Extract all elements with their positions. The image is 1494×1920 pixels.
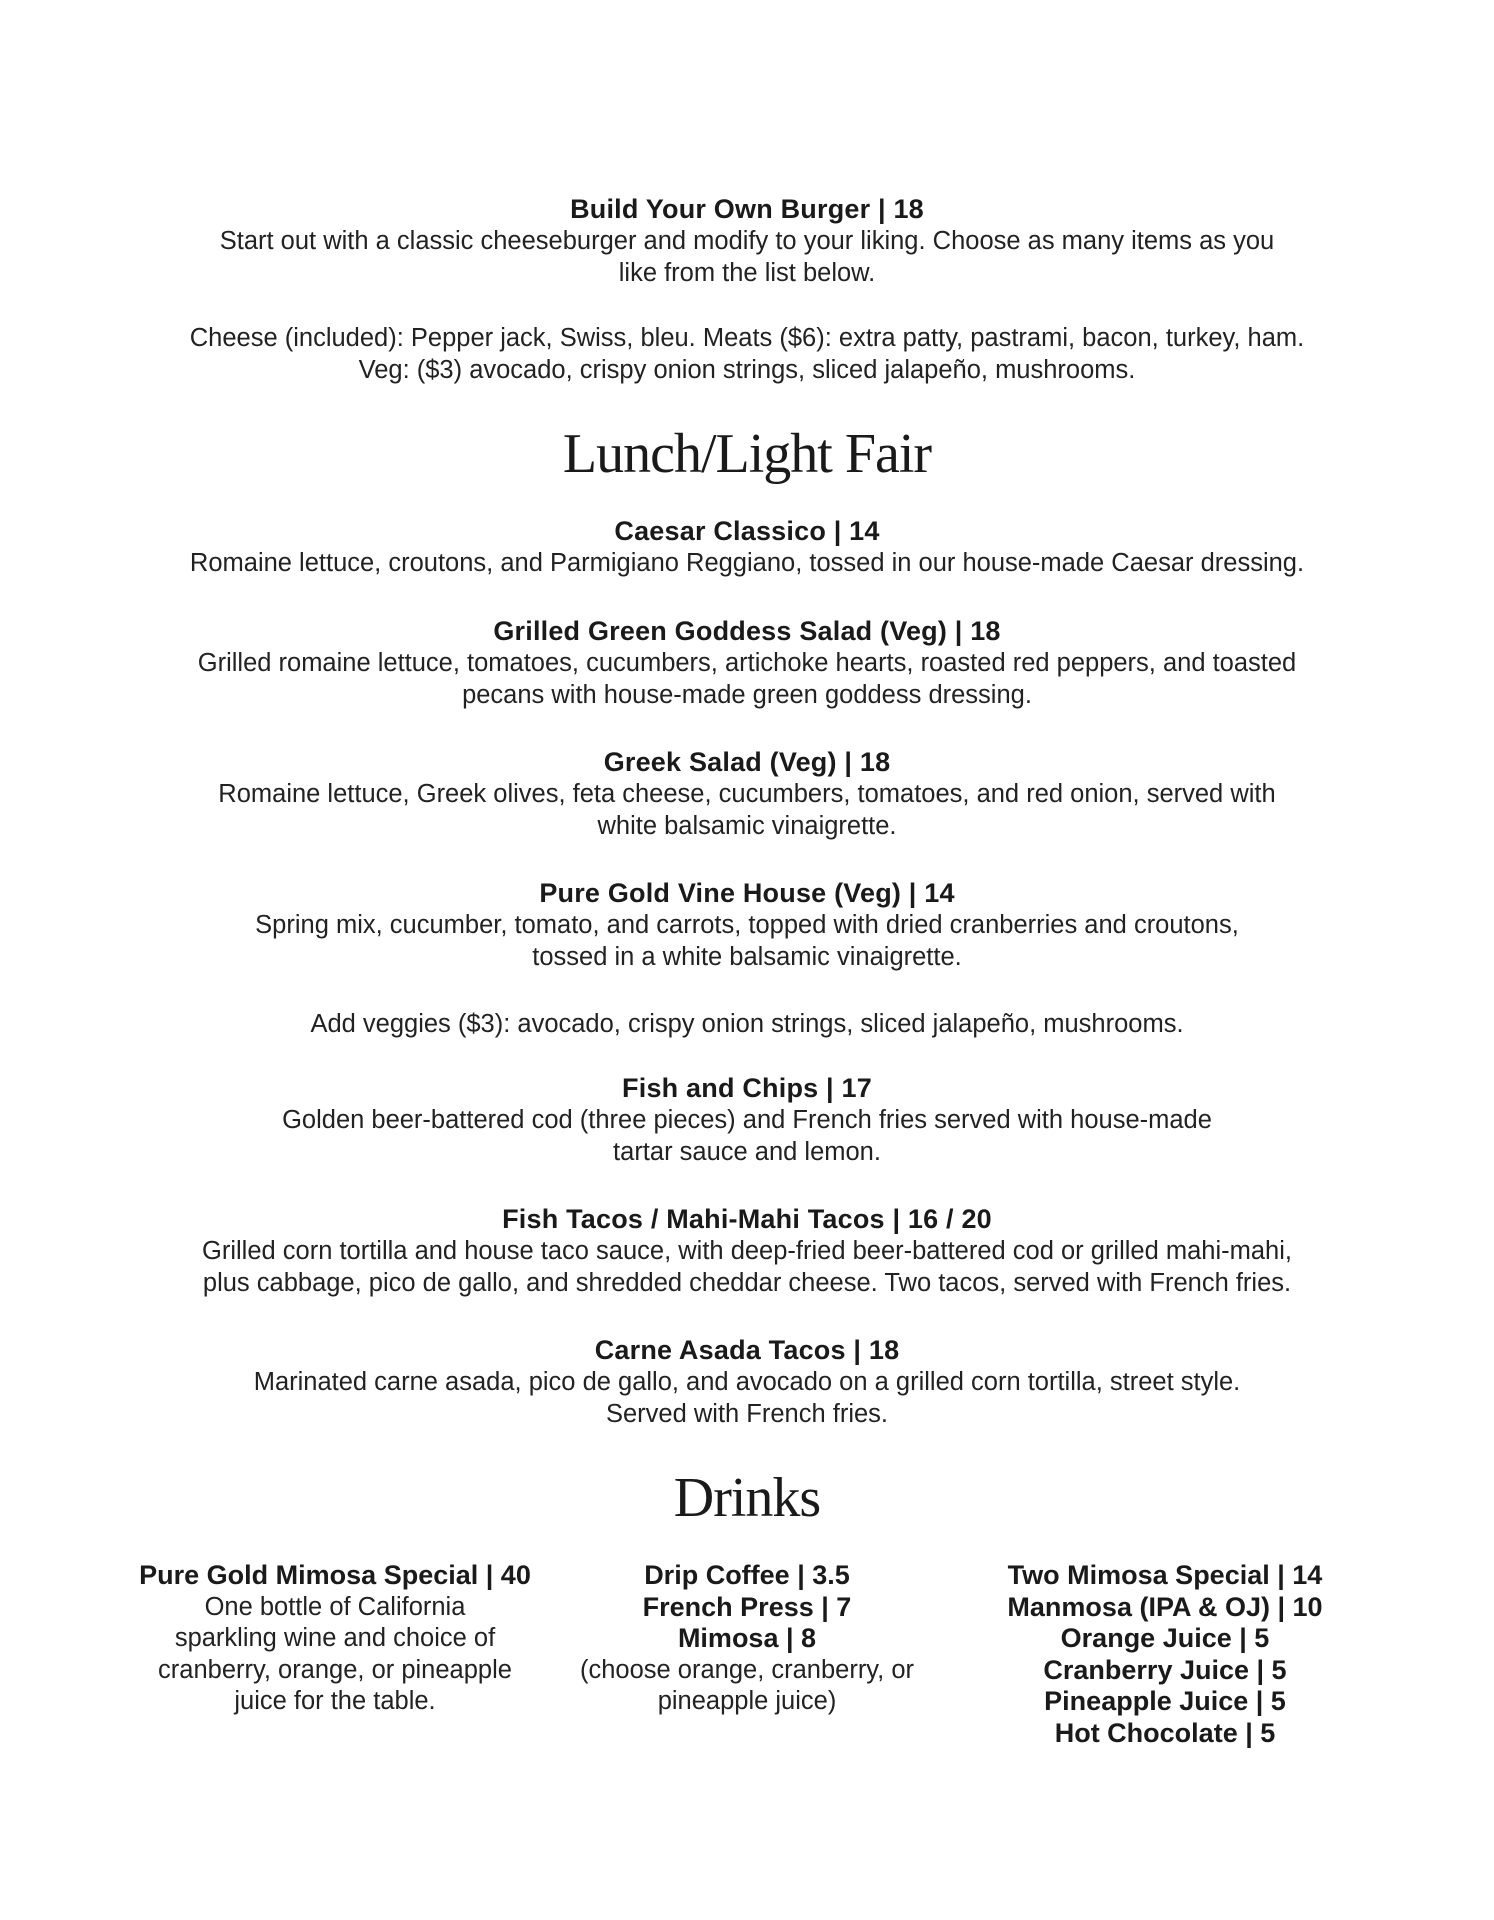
item-description: pecans with house-made green goddess dressing.: [462, 681, 1032, 709]
drink-item: Two Mimosa Special | 14: [1007, 1560, 1323, 1590]
item-title: Caesar Classico | 14: [614, 516, 880, 546]
drink-description: One bottle of California: [204, 1592, 466, 1621]
item-description: Grilled corn tortilla and house taco sauce, with deep-fried beer-battered cod or grilled mahi-mahi,: [202, 1237, 1292, 1265]
item-description: tartar sauce and lemon.: [613, 1138, 881, 1166]
item-title: Fish Tacos / Mahi-Mahi Tacos | 16 / 20: [502, 1204, 992, 1234]
menu-item-vine-house: [150, 877, 1344, 973]
drink-item: Orange Juice | 5: [1060, 1623, 1270, 1653]
drinks-column-2: [552, 1560, 942, 1718]
drink-description: juice for the table.: [234, 1687, 436, 1715]
item-description: Start out with a classic cheeseburger and modify to your liking. Choose as many items as you: [219, 227, 1275, 255]
drink-item: Pure Gold Mimosa Special | 40: [139, 1560, 531, 1590]
drink-item: Cranberry Juice | 5: [1043, 1654, 1287, 1685]
burger-options: [150, 322, 1344, 386]
drinks-column-1: [130, 1560, 540, 1718]
item-description: Marinated carne asada, pico de gallo, and avocado on a grilled corn tortilla, street style.: [253, 1368, 1241, 1396]
menu-item-carne-asada: [150, 1334, 1344, 1430]
item-title: Greek Salad (Veg) | 18: [603, 747, 891, 777]
add-veggies-note: [150, 1008, 1344, 1040]
drink-description: (choose orange, cranberry, or: [579, 1655, 915, 1684]
section-heading-drinks: Drinks: [673, 1467, 821, 1529]
menu-item-greek-salad: [150, 746, 1344, 842]
item-title: Grilled Green Goddess Salad (Veg) | 18: [493, 616, 1001, 646]
item-description: Grilled romaine lettuce, tomatoes, cucumbers, artichoke hearts, roasted red peppers, and toasted: [197, 649, 1297, 677]
options-text: Cheese (included): Pepper jack, Swiss, bleu. Meats ($6): extra patty, pastrami, bacon, turkey, ham.: [189, 324, 1305, 352]
item-description: Spring mix, cucumber, tomato, and carrots, topped with dried cranberries and croutons,: [255, 911, 1239, 939]
item-description: white balsamic vinaigrette.: [597, 812, 897, 840]
item-title: Pure Gold Vine House (Veg) | 14: [539, 878, 955, 908]
options-text: Veg: ($3) avocado, crispy onion strings, sliced jalapeño, mushrooms.: [358, 356, 1136, 384]
drink-description: pineapple juice): [657, 1687, 837, 1715]
item-description: like from the list below.: [618, 259, 876, 287]
item-description: Served with French fries.: [605, 1400, 889, 1428]
menu-item-burger: [150, 193, 1344, 289]
item-description: Romaine lettuce, croutons, and Parmigiano Reggiano, tossed in our house-made Caesar dressing.: [189, 549, 1305, 577]
drink-description: sparkling wine and choice of: [174, 1624, 496, 1652]
drink-description: cranberry, orange, or pineapple: [158, 1655, 512, 1684]
drink-item: Drip Coffee | 3.5: [644, 1560, 850, 1590]
drink-item: French Press | 7: [642, 1591, 852, 1622]
item-title: Fish and Chips | 17: [622, 1073, 872, 1103]
menu-item-caesar: [150, 515, 1344, 579]
item-title: Carne Asada Tacos | 18: [594, 1335, 900, 1365]
section-heading-lunch: Lunch/Light Fair: [562, 423, 932, 485]
item-description: Romaine lettuce, Greek olives, feta cheese, cucumbers, tomatoes, and red onion, served with: [218, 780, 1276, 808]
note-text: Add veggies ($3): avocado, crispy onion strings, sliced jalapeño, mushrooms.: [310, 1010, 1184, 1038]
drink-item: Manmosa (IPA & OJ) | 10: [1007, 1591, 1323, 1622]
item-description: plus cabbage, pico de gallo, and shredded cheddar cheese. Two tacos, served with French fries.: [202, 1269, 1292, 1297]
drink-item: Pineapple Juice | 5: [1044, 1686, 1286, 1716]
item-description: Golden beer-battered cod (three pieces) and French fries served with house-made: [282, 1106, 1212, 1134]
menu-item-fish-and-chips: [150, 1072, 1344, 1168]
drink-item: Hot Chocolate | 5: [1054, 1717, 1276, 1748]
item-title: Build Your Own Burger | 18: [570, 194, 924, 224]
menu-item-green-goddess: [150, 615, 1344, 711]
item-description: tossed in a white balsamic vinaigrette.: [532, 943, 962, 971]
drink-item: Mimosa | 8: [677, 1623, 817, 1653]
drinks-column-3: [960, 1560, 1370, 1749]
menu-item-fish-tacos: [150, 1203, 1344, 1299]
